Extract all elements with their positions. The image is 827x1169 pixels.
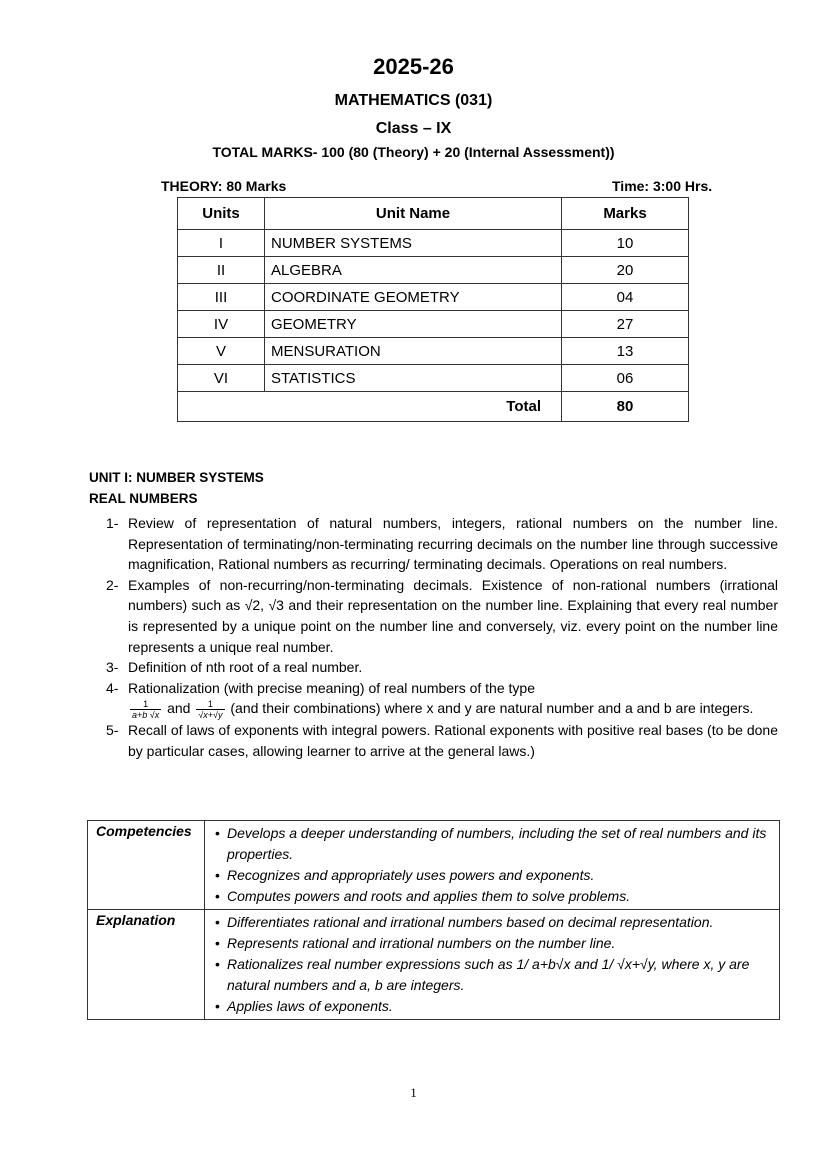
unit-marks: 20 — [562, 257, 689, 284]
explanation-cell — [205, 910, 780, 1020]
table-row — [178, 338, 689, 365]
unit-marks: 27 — [562, 311, 689, 338]
unit-heading: UNIT I: NUMBER SYSTEMS — [89, 470, 264, 485]
numerator: 1 — [196, 699, 224, 710]
list-item: • Rationalizes real number expressions such as 1/ a+b√x and 1/ √x+√y, where x, y are natural numbers and a, b are integers. — [213, 954, 771, 996]
list-item: • Applies laws of exponents. — [213, 996, 771, 1017]
header-marks: Marks — [562, 198, 689, 230]
competencies-row — [88, 821, 780, 910]
item-text: Examples of non-recurring/non-terminating decimals. Existence of non-rational numbers (irrational numbers) such as √2, √3 and their representation on the number line. Explaining that every real number is represented by a unique point on the number line and conversely, viz. every point on the number line represents a unique real number. — [128, 576, 778, 655]
unit-number: III — [178, 284, 265, 311]
list-item: • Recognizes and appropriately uses powers and exponents. — [213, 865, 771, 886]
table-total-row — [178, 392, 689, 422]
total-value: 80 — [562, 392, 689, 422]
table-header-row — [178, 198, 689, 230]
unit-marks: 04 — [562, 284, 689, 311]
list-item: • Computes powers and roots and applies them to solve problems. — [213, 886, 771, 907]
conjunction: and — [167, 700, 191, 717]
list-item: • Develops a deeper understanding of numbers, including the set of real numbers and its properties. — [213, 823, 771, 865]
subject-title: MATHEMATICS (031) — [334, 92, 493, 109]
list-item — [106, 575, 778, 657]
explanation-row — [88, 910, 780, 1020]
explanation-list — [213, 912, 771, 1017]
topic-list — [106, 513, 778, 761]
unit-name: GEOMETRY — [265, 311, 562, 338]
table-row — [178, 365, 689, 392]
unit-number: II — [178, 257, 265, 284]
competencies-label: Competencies — [88, 821, 205, 910]
item-number: 3- — [106, 659, 119, 676]
numerator: 1 — [130, 699, 161, 710]
item-number: 2- — [106, 576, 119, 593]
item-number: 4- — [106, 679, 119, 696]
fraction-formula — [196, 699, 224, 720]
page-number: 1 — [410, 1085, 417, 1100]
table-row — [178, 230, 689, 257]
table-row — [178, 284, 689, 311]
unit-name: ALGEBRA — [265, 257, 562, 284]
denominator: √x+√y — [198, 710, 223, 721]
list-item — [106, 678, 778, 720]
unit-marks: 06 — [562, 365, 689, 392]
denominator: a+b √x — [132, 710, 160, 721]
theory-marks: THEORY: 80 Marks — [161, 178, 287, 194]
list-item: • Differentiates rational and irrational numbers based on decimal representation. — [213, 912, 771, 933]
section-subheading: REAL NUMBERS — [89, 491, 198, 506]
table-row — [178, 257, 689, 284]
table-row — [178, 311, 689, 338]
header-units: Units — [178, 198, 265, 230]
list-item — [106, 513, 778, 575]
total-marks: TOTAL MARKS- 100 (80 (Theory) + 20 (Internal Assessment)) — [212, 144, 615, 160]
unit-marks: 13 — [562, 338, 689, 365]
class-title: Class – IX — [375, 120, 452, 137]
header-unit-name: Unit Name — [265, 198, 562, 230]
unit-number: VI — [178, 365, 265, 392]
item-text: Definition of nth root of a real number. — [128, 659, 363, 676]
item-text: Review of representation of natural numbers, integers, rational numbers on the number line. Representation of terminating/non-terminating recurring decimals on the number line through successive magnification, Rational numbers as recurring/ terminating decimals. Operations on real numbers. — [128, 515, 778, 573]
item-text: (and their combinations) where x and y are natural number and a and b are integers. — [230, 700, 754, 717]
unit-name: MENSURATION — [265, 338, 562, 365]
fraction-formula — [130, 699, 161, 720]
unit-name: COORDINATE GEOMETRY — [265, 284, 562, 311]
list-item: • Represents rational and irrational numbers on the number line. — [213, 933, 771, 954]
document-year: 2025-26 — [373, 54, 454, 79]
unit-marks: 10 — [562, 230, 689, 257]
competencies-cell — [205, 821, 780, 910]
unit-number: I — [178, 230, 265, 257]
exam-time: Time: 3:00 Hrs. — [612, 178, 713, 194]
unit-number: IV — [178, 311, 265, 338]
total-label: Total — [178, 392, 562, 422]
unit-name: STATISTICS — [265, 365, 562, 392]
explanation-label: Explanation — [88, 910, 205, 1020]
list-item — [106, 720, 778, 761]
list-item — [106, 657, 778, 678]
item-text: Recall of laws of exponents with integral powers. Rational exponents with positive real bases (to be done by particular cases, allowing learner to arrive at the general laws.) — [128, 722, 778, 759]
item-number: 1- — [106, 515, 119, 531]
item-number: 5- — [106, 722, 119, 739]
unit-name: NUMBER SYSTEMS — [265, 230, 562, 257]
competency-table — [87, 820, 780, 1020]
competencies-list — [213, 823, 771, 907]
item-text: Rationalization (with precise meaning) of real numbers of the type — [128, 679, 535, 696]
units-table — [177, 197, 689, 422]
unit-number: V — [178, 338, 265, 365]
